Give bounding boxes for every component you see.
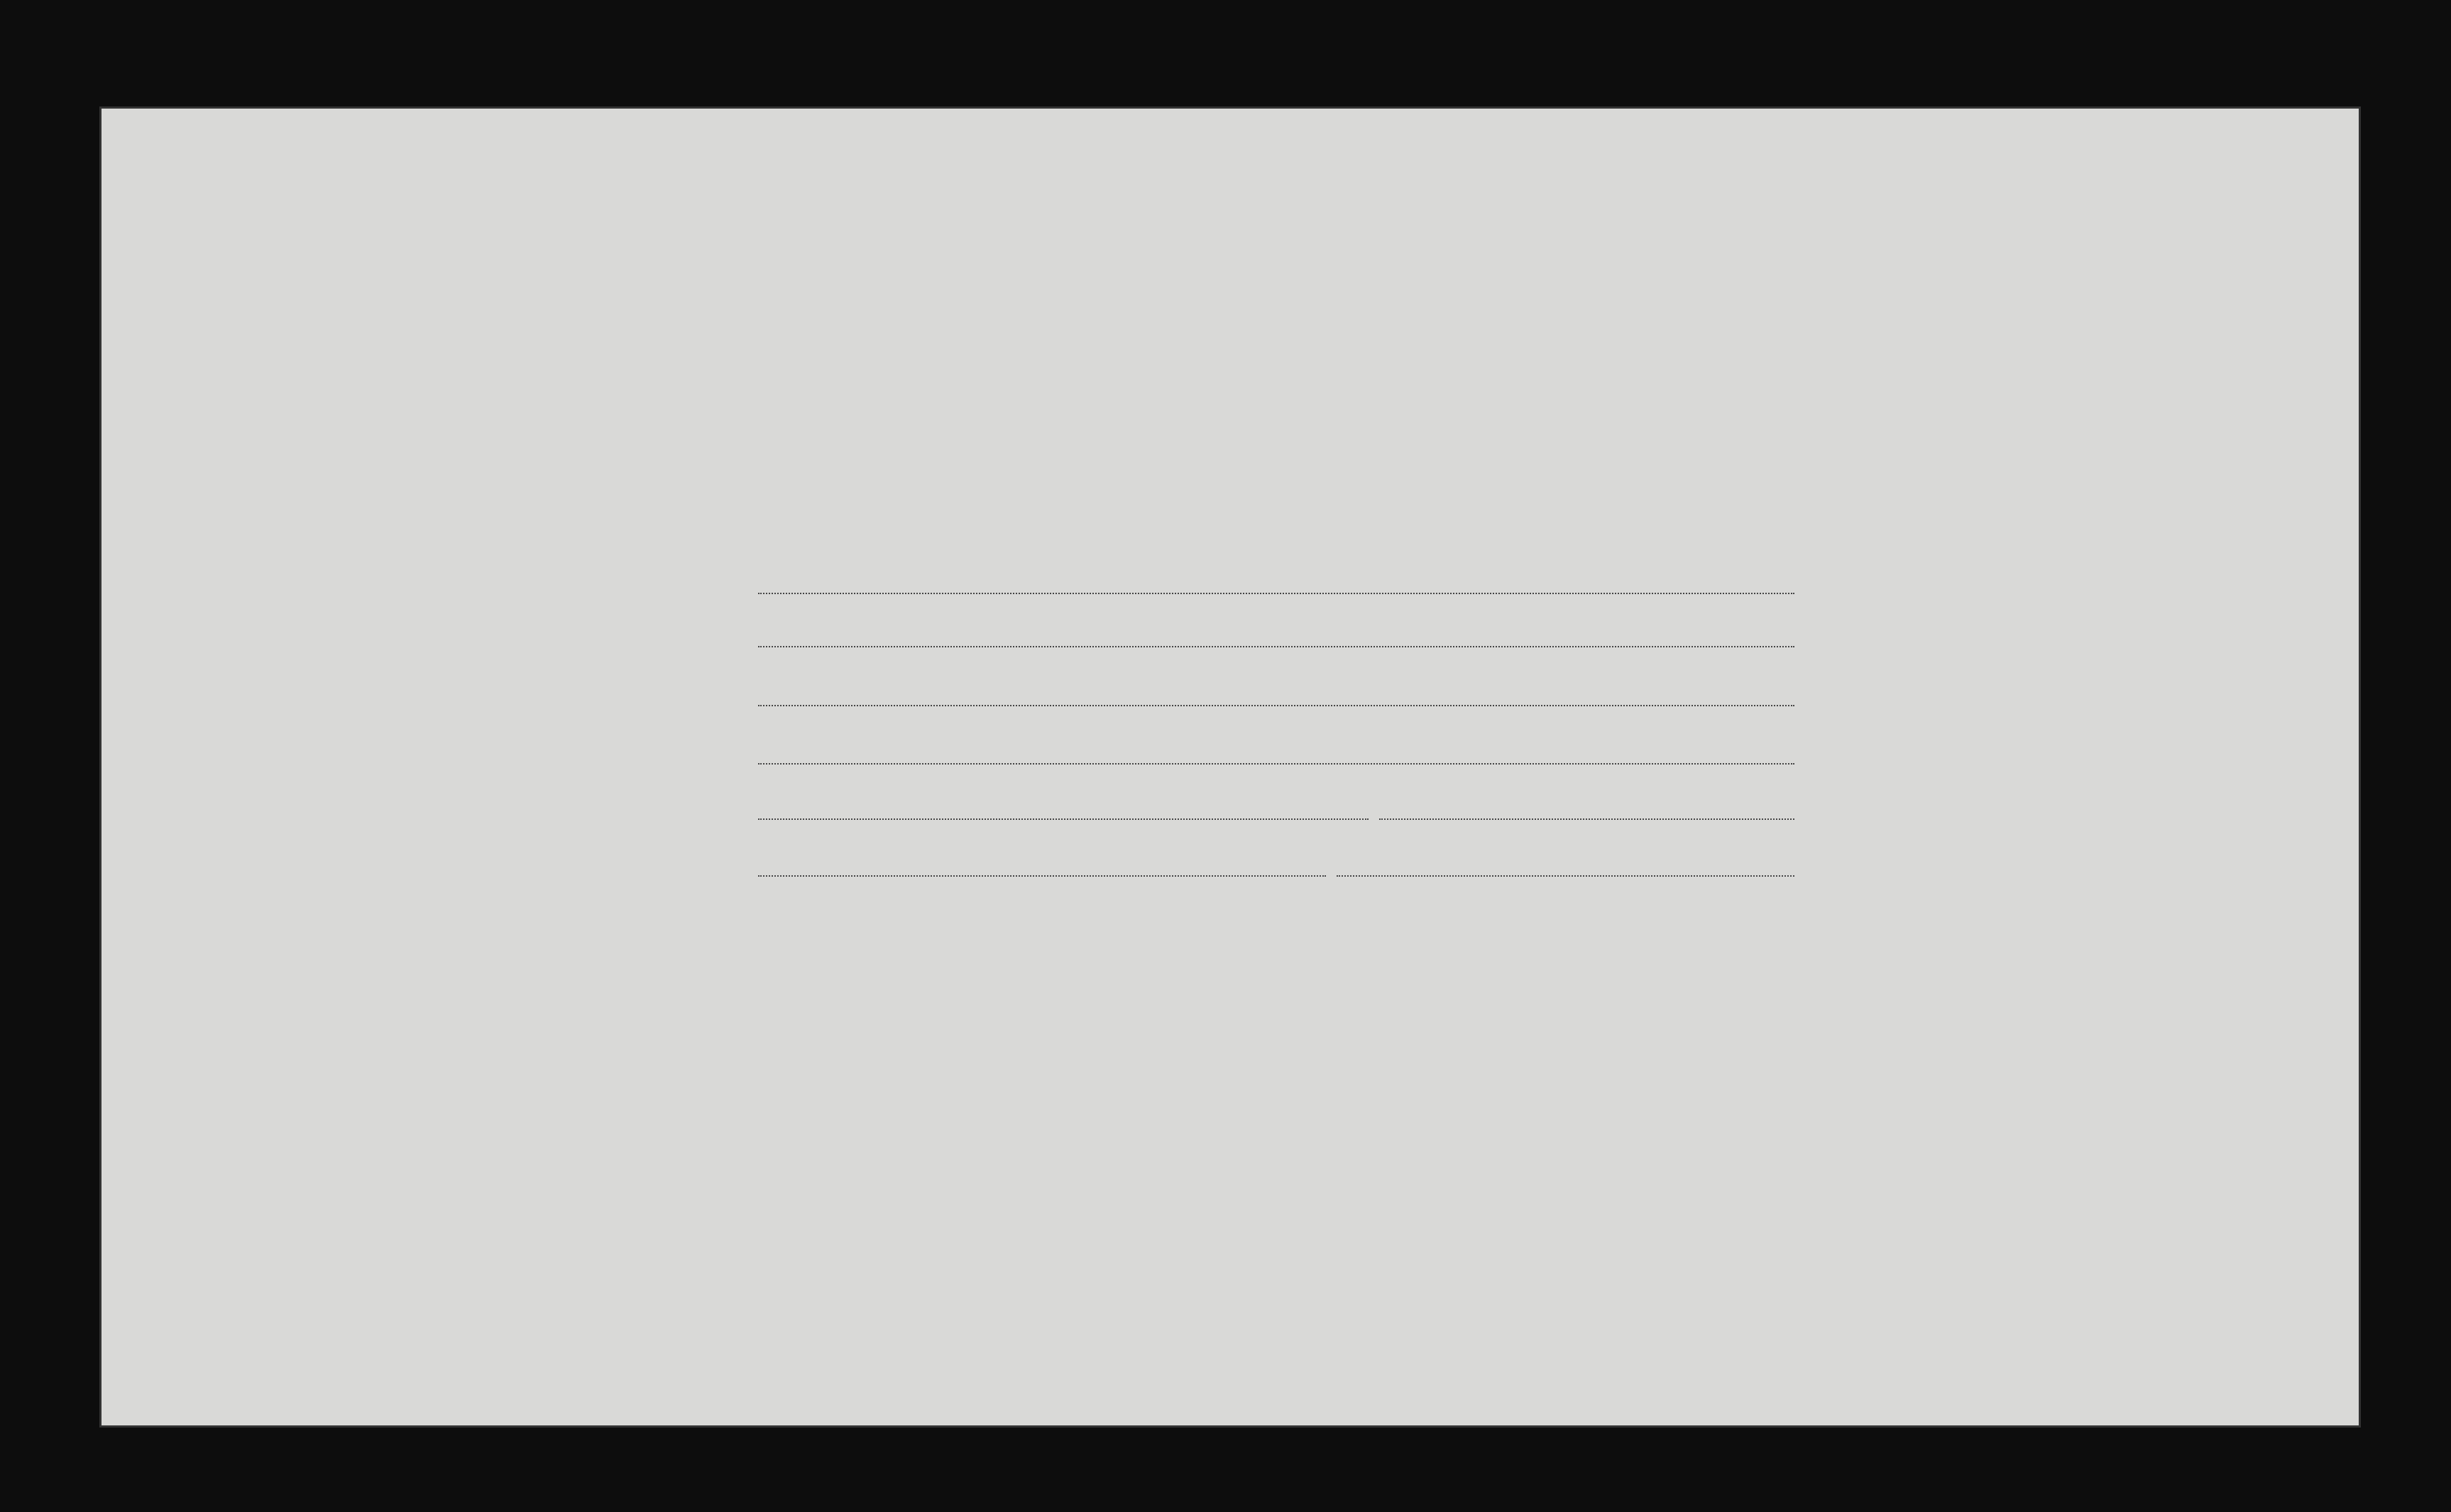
private-q5b bbox=[1379, 818, 1794, 820]
top-col-header bbox=[2298, 332, 2356, 407]
bottom-col-header bbox=[625, 1003, 685, 1102]
bottom-col-header bbox=[430, 1003, 493, 1102]
private-q3 bbox=[758, 705, 1794, 706]
top-col-header bbox=[704, 332, 766, 407]
bottom-col-header bbox=[1825, 1003, 1899, 1102]
top-col-header bbox=[1921, 332, 1990, 407]
top-col-header bbox=[1765, 332, 1838, 407]
top-col-header bbox=[626, 332, 698, 407]
private-q5a bbox=[758, 818, 1369, 820]
pop-right-col-top bbox=[2021, 478, 2079, 577]
bottom-col-header bbox=[2276, 1003, 2357, 1102]
top-col-header bbox=[850, 332, 933, 407]
top-col-header bbox=[1027, 332, 1100, 407]
hired-col-label bbox=[268, 673, 311, 755]
pop-right-col-bottom bbox=[2205, 840, 2271, 946]
bottom-col-header bbox=[941, 1003, 997, 1102]
private-q4 bbox=[758, 763, 1794, 765]
bottom-col-header bbox=[1435, 1003, 1508, 1102]
hired-col-number bbox=[201, 478, 229, 563]
pop-number bbox=[1993, 747, 2022, 797]
pop-number bbox=[1993, 889, 2022, 939]
pop-right-col-top bbox=[2085, 478, 2139, 577]
bottom-col-header bbox=[565, 1003, 621, 1102]
hired-col-label bbox=[268, 478, 311, 563]
bottom-col-header bbox=[1122, 1003, 1192, 1102]
row-group-allotted bbox=[121, 1124, 160, 1251]
pop-men bbox=[1894, 826, 1922, 953]
bottom-col-header bbox=[1637, 1003, 1700, 1102]
top-col-header bbox=[1400, 332, 1469, 407]
bottom-col-header bbox=[2141, 1003, 2211, 1102]
top-col-header bbox=[548, 332, 620, 407]
bottom-col-header bbox=[2215, 1003, 2271, 1102]
bottom-col-header bbox=[689, 1003, 802, 1102]
row-group-non-allotted bbox=[121, 1251, 160, 1379]
top-col-header bbox=[328, 332, 397, 407]
top-col-header bbox=[938, 332, 1021, 407]
pop-right-col-bottom bbox=[2085, 840, 2139, 946]
top-col-header bbox=[1843, 332, 1916, 407]
pop-number bbox=[1993, 577, 2022, 627]
pop-number bbox=[1993, 847, 2022, 897]
pop-right-col-bottom bbox=[2276, 840, 2356, 946]
bottom-col-header bbox=[1704, 1003, 1821, 1102]
top-col-header bbox=[1694, 332, 1760, 407]
pop-right-col-bottom bbox=[2021, 840, 2079, 946]
bottom-col-header bbox=[1002, 1003, 1118, 1102]
hired-col-number bbox=[201, 861, 229, 943]
top-col-header bbox=[402, 332, 468, 407]
bottom-col-header bbox=[1963, 1003, 2019, 1102]
top-col-header bbox=[2134, 332, 2200, 407]
census-card bbox=[99, 106, 2361, 1428]
pop-right-col-top bbox=[2145, 478, 2200, 577]
bottom-col-header bbox=[1257, 1003, 1317, 1102]
private-q6a bbox=[758, 875, 1326, 877]
top-col-header bbox=[1183, 332, 1249, 407]
hired-col-label bbox=[268, 769, 311, 847]
hired-col-label bbox=[268, 577, 311, 659]
private-q2 bbox=[758, 646, 1794, 647]
private-q6b bbox=[1337, 875, 1794, 877]
top-col-header bbox=[2063, 332, 2129, 407]
top-col-header bbox=[2205, 332, 2292, 407]
top-col-header bbox=[1996, 332, 2058, 407]
pop-right-col-bottom bbox=[2145, 840, 2200, 946]
top-col-header bbox=[1474, 332, 1543, 407]
hired-col-number bbox=[201, 673, 229, 755]
hired-col-number bbox=[201, 577, 229, 659]
hired-col-number bbox=[201, 769, 229, 847]
top-col-header bbox=[1105, 332, 1178, 407]
bottom-col-header bbox=[1513, 1003, 1572, 1102]
pop-right-col-top bbox=[2276, 478, 2356, 577]
top-col-header bbox=[473, 332, 542, 407]
top-col-header bbox=[1616, 332, 1689, 407]
top-col-header bbox=[1329, 332, 1394, 407]
pop-number bbox=[1993, 694, 2022, 744]
pop-right-col-top bbox=[2205, 478, 2271, 577]
bottom-col-header bbox=[1903, 1003, 1959, 1102]
bottom-col-header bbox=[1321, 1003, 1430, 1102]
pop-women-total bbox=[1940, 676, 1968, 755]
pop-women bbox=[1894, 634, 1922, 783]
top-col-header bbox=[1254, 332, 1323, 407]
pop-men-total bbox=[1940, 826, 1968, 904]
top-col-header bbox=[772, 332, 844, 407]
hired-question bbox=[351, 527, 394, 960]
bottom-col-header bbox=[877, 1003, 937, 1102]
private-q1b bbox=[758, 593, 1794, 594]
pop-total-both bbox=[1947, 563, 1983, 641]
population-title bbox=[1832, 513, 1882, 975]
top-col-header bbox=[1549, 332, 1611, 407]
bottom-col-header bbox=[498, 1003, 561, 1102]
